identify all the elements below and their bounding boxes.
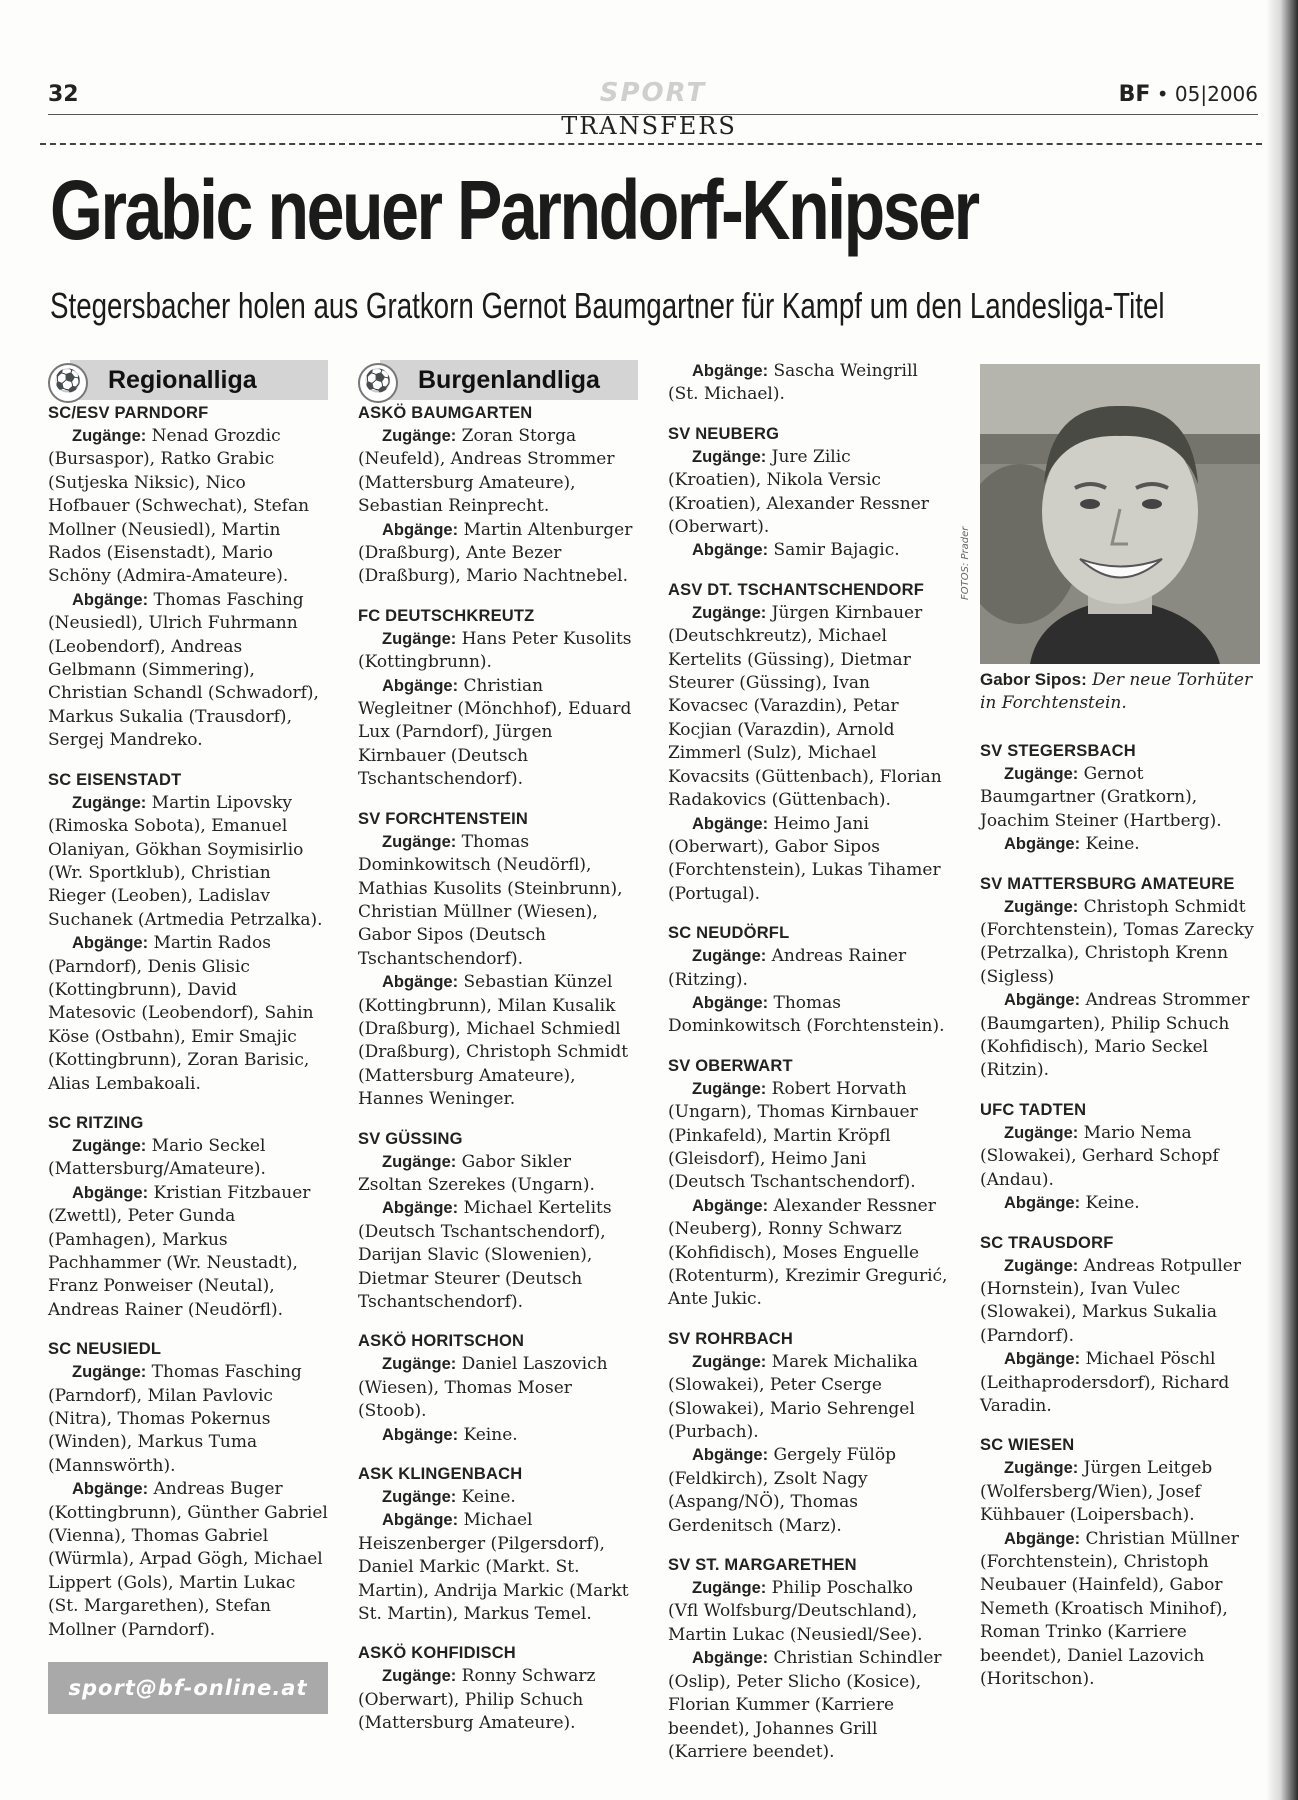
club-entry	[358, 1332, 638, 1447]
club-in: Zugänge: Christoph Schmidt (Forchtenstein), Tomas Zarecky (Petrzalka), Christoph Krenn (Sigless)	[980, 896, 1254, 987]
football-icon: ⚽	[358, 363, 398, 403]
photo-caption	[980, 668, 1260, 716]
club-name: SC TRAUSDORF	[980, 1233, 1114, 1252]
club-name: SC WIESEN	[980, 1436, 1075, 1455]
club-entry	[358, 607, 638, 792]
club-in: Zugänge: Keine.	[382, 1487, 516, 1508]
club-out: Abgänge: Samir Bajagic.	[692, 540, 900, 561]
column-4	[980, 738, 1260, 1691]
issue-number: • 05|2006	[1156, 82, 1258, 106]
club-entry	[48, 1340, 328, 1642]
dashed-divider	[40, 143, 1262, 145]
club-name: ASKÖ HORITSCHON	[358, 1332, 525, 1351]
publication-name: BF	[1118, 82, 1151, 107]
club-entry	[358, 404, 638, 589]
portrait-illustration	[980, 364, 1260, 664]
club-name: UFC TADTEN	[980, 1100, 1087, 1119]
club-entry	[358, 810, 638, 1112]
club-entry	[980, 1101, 1260, 1216]
club-name: SV MATTERSBURG AMATEURE	[980, 874, 1235, 893]
club-out: Abgänge: Martin Rados (Parndorf), Denis Glisic (Kottingbrunn), David Matesovic (Leobendorf), Sahin Köse (Ostbahn), Emir Smajic (Kottingbrunn), Zoran Barisic, Alias Lembakoali.	[48, 933, 314, 1094]
club-name: SC NEUSIEDL	[48, 1340, 162, 1359]
club-out: Abgänge: Kristian Fitzbauer (Zwettl), Peter Gunda (Pamhagen), Markus Pachhammer (Wr. Neustadt), Franz Ponweiser (Neutal), Andreas Rainer (Neudörfl).	[48, 1182, 311, 1320]
club-in: Zugänge: Mario Nema (Slowakei), Gerhard Schopf (Andau).	[980, 1122, 1219, 1190]
caption-name: Gabor Sipos:	[980, 670, 1087, 689]
club-out: Abgänge: Keine.	[1004, 834, 1140, 855]
club-in: Zugänge: Robert Horvath (Ungarn), Thomas Kirnbauer (Pinkafeld), Martin Kröpfl (Gleisdorf), Heimo Jani (Deutsch Tschantschendorf).	[668, 1078, 918, 1193]
club-in: Zugänge: Philip Poschalko (Vfl Wolfsburg/Deutschland), Martin Lukac (Neusiedl/See).	[668, 1578, 923, 1645]
club-in: Zugänge: Jure Zilic (Kroatien), Nikola Versic (Kroatien), Alexander Ressner (Oberwart).	[668, 446, 929, 538]
club-name: SC NEUDÖRFL	[668, 924, 790, 943]
club-name: SV FORCHTENSTEIN	[358, 809, 529, 828]
club-entry	[668, 1057, 948, 1312]
page-number: 32	[48, 82, 79, 107]
club-name: SC EISENSTADT	[48, 770, 182, 789]
club-in: Zugänge: Nenad Grozdic (Bursaspor), Ratko Grabic (Sutjeska Niksic), Nico Hofbauer (Schwechat), Stefan Mollner (Neusiedl), Martin Rados (Eisenstadt), Mario Schöny (Admira-Amateure).	[48, 426, 310, 587]
club-out: Abgänge: Sascha Weingrill (St. Michael).	[668, 361, 918, 405]
club-out: Abgänge: Heimo Jani (Oberwart), Gabor Sipos (Forchtenstein), Lukas Tihamer (Portugal).	[668, 813, 941, 904]
club-name: SV OBERWART	[668, 1056, 793, 1075]
club-entry	[358, 1465, 638, 1626]
club-entry	[980, 1436, 1260, 1691]
club-name: FC DEUTSCHKREUTZ	[358, 606, 535, 625]
club-out: Abgänge: Andreas Strommer (Baumgarten), Philip Schuch (Kohfidisch), Mario Seckel (Ritzin).	[980, 990, 1250, 1081]
club-entry	[980, 1234, 1260, 1419]
club-name: SC/ESV PARNDORF	[48, 404, 209, 422]
club-in: Zugänge: Daniel Laszovich (Wiesen), Thomas Moser (Stoob).	[358, 1354, 608, 1422]
league-header	[358, 360, 638, 400]
club-in: Zugänge: Andreas Rotpuller (Hornstein), Ivan Vulec (Slowakei), Markus Sukalia (Parndorf).	[980, 1255, 1241, 1346]
club-out: Abgänge: Gergely Fülöp (Feldkirch), Zsolt Nagy (Aspang/NÖ), Thomas Gerdenitsch (Marz).	[668, 1445, 896, 1536]
club-out: Abgänge: Andreas Buger (Kottingbrunn), Günther Gabriel (Vienna), Thomas Gabriel (Würmla), Arpad Gögh, Michael Lippert (Gols), Martin Lukac (St. Margarethen), Stefan Mollner (Parndorf).	[48, 1479, 328, 1640]
club-out: Abgänge: Keine.	[1004, 1193, 1140, 1214]
club-name: SV STEGERSBACH	[980, 742, 1136, 760]
club-entry	[980, 742, 1260, 857]
section-title: SPORT	[599, 78, 707, 108]
club-out: Abgänge: Thomas Fasching (Neusiedl), Ulrich Fuhrmann (Leobendorf), Andreas Gelbmann (Simmering), Christian Schandl (Schwadorf), Markus Sukalia (Trausdorf), Sergej Mandreko.	[48, 589, 319, 751]
page-header	[48, 78, 1258, 115]
club-name: SV GÜSSING	[358, 1129, 463, 1148]
club-out: Abgänge: Christian Schindler (Oslip), Peter Slicho (Kosice), Florian Kummer (Karriere beendet), Johannes Grill (Karriere beendet).	[668, 1648, 942, 1762]
club-entry	[48, 404, 328, 753]
club-entry	[980, 875, 1260, 1083]
club-in: Zugänge: Zoran Storga (Neufeld), Andreas Strommer (Mattersburg Amateure), Sebastian Reinprecht.	[358, 426, 615, 517]
club-name: ASKÖ KOHFIDISCH	[358, 1644, 516, 1663]
league-title: Burgenlandliga	[418, 366, 600, 394]
contact-email[interactable]: sport@bf-online.at	[48, 1662, 328, 1714]
club-out: Abgänge: Christian Müllner (Forchtenstein), Christoph Neubauer (Hainfeld), Gabor Nemeth (Kroatisch Minihof), Roman Trinko (Karriere beendet), Daniel Lazovich (Horitschon).	[980, 1528, 1239, 1689]
club-out: Abgänge: Michael Pöschl (Leithaprodersdorf), Richard Varadin.	[980, 1349, 1230, 1416]
club-in: Zugänge: Hans Peter Kusolits (Kottingbrunn).	[358, 628, 632, 673]
caption-text: Der neue Torhüter in Forchtenstein.	[980, 670, 1253, 714]
rubric: TRANSFERS	[561, 112, 737, 140]
club-in: Zugänge: Gernot Baumgartner (Gratkorn), Joachim Steiner (Hartberg).	[980, 764, 1222, 831]
club-name: ASV DT. TSCHANTSCHENDORF	[668, 580, 924, 599]
photo-credit: FOTOS: Prader	[960, 526, 971, 600]
club-entry	[668, 1556, 948, 1764]
club-in: Zugänge: Jürgen Leitgeb (Wolfersberg/Wien), Josef Kühbauer (Loipersbach).	[980, 1458, 1213, 1526]
club-name: ASKÖ BAUMGARTEN	[358, 404, 533, 422]
club-entry	[668, 1330, 948, 1538]
club-entry	[48, 771, 328, 1096]
club-out: Abgänge: Keine.	[382, 1424, 518, 1445]
column-3	[668, 360, 948, 1764]
club-entry	[358, 1130, 638, 1315]
club-entry	[48, 1114, 328, 1322]
club-out: Abgänge: Martin Altenburger (Draßburg), Ante Bezer (Draßburg), Mario Nachtnebel.	[358, 519, 633, 587]
club-name: SV NEUBERG	[668, 424, 780, 443]
club-in: Zugänge: Martin Lipovsky (Rimoska Sobota), Emanuel Olaniyan, Gökhan Soymisirlio (Wr. Sportklub), Christian Rieger (Leoben), Ladislav Suchanek (Artmedia Petrzalka).	[48, 792, 323, 930]
player-photo	[980, 364, 1260, 664]
club-name: SV ROHRBACH	[668, 1329, 794, 1348]
club-name: SC RITZING	[48, 1113, 144, 1132]
club-out: Abgänge: Michael Kertelits (Deutsch Tschantschendorf), Darijan Slavic (Slowenien), Dietmar Steurer (Deutsch Tschantschendorf).	[358, 1198, 612, 1312]
football-icon: ⚽	[48, 363, 88, 403]
scan-edge	[1266, 0, 1298, 1800]
column-1	[48, 360, 328, 1714]
club-out: Abgänge: Christian Wegleitner (Mönchhof), Eduard Lux (Parndorf), Jürgen Kirnbauer (Deutsch Tschantschendorf).	[358, 675, 632, 790]
issue-label	[1119, 82, 1258, 107]
club-entry	[668, 924, 948, 1039]
club-in: Zugänge: Jürgen Kirnbauer (Deutschkreutz), Michael Kertelits (Güssing), Dietmar Steurer (Güssing), Ivan Kovacsec (Varazdin), Petar Kocjian (Varazdin), Arnold Zimmerl (Sulz), Michael Kovacsits (Güttenbach), Florian Radakovics (Güttenbach).	[668, 602, 942, 811]
club-entry	[358, 1644, 638, 1735]
club-out: Abgänge: Thomas Dominkowitsch (Forchtenstein).	[668, 992, 945, 1037]
club-in: Zugänge: Andreas Rainer (Ritzing).	[668, 946, 907, 990]
club-entry	[668, 425, 948, 563]
subheadline: Stegersbacher holen aus Gratkorn Gernot Baumgartner für Kampf um den Landesliga-Titel	[50, 285, 1165, 326]
club-in: Zugänge: Mario Seckel (Mattersburg/Amateure).	[48, 1135, 266, 1180]
club-out: Abgänge: Sebastian Künzel (Kottingbrunn), Milan Kusalik (Draßburg), Michael Schmiedl (Draßburg), Christoph Schmidt (Mattersburg Amateure), Hannes Weninger.	[358, 972, 629, 1110]
club-out: Abgänge: Michael Heiszenberger (Pilgersdorf), Daniel Markic (Markt. St. Martin), Andrija Markic (Markt St. Martin), Markus Temel.	[358, 1510, 629, 1625]
club-in: Zugänge: Marek Michalika (Slowakei), Peter Cserge (Slowakei), Mario Sehrengel (Purbach).	[668, 1351, 918, 1443]
headline: Grabic neuer Parndorf-Knipser	[50, 163, 978, 257]
league-title: Regionalliga	[108, 366, 257, 394]
column-2	[358, 360, 638, 1736]
club-in: Zugänge: Thomas Fasching (Parndorf), Milan Pavlovic (Nitra), Thomas Pokernus (Winden), Markus Tuma (Mannswörth).	[48, 1362, 302, 1476]
club-name: ASK KLINGENBACH	[358, 1465, 523, 1484]
club-out: Abgänge: Alexander Ressner (Neuberg), Ronny Schwarz (Kohfidisch), Moses Enguelle (Rotenturm), Krezimir Gregurić, Ante Jukic.	[668, 1195, 948, 1310]
league-header	[48, 360, 328, 400]
club-in: Zugänge: Gabor Sikler Zsoltan Szerekes (Ungarn).	[358, 1151, 595, 1195]
club-in: Zugänge: Ronny Schwarz (Oberwart), Philip Schuch (Mattersburg Amateure).	[358, 1666, 596, 1734]
club-in: Zugänge: Thomas Dominkowitsch (Neudörfl), Mathias Kusolits (Steinbrunn), Christian Müllner (Wiesen), Gabor Sipos (Deutsch Tschantschendorf).	[358, 831, 623, 969]
club-name: SV ST. MARGARETHEN	[668, 1556, 857, 1575]
club-entry	[668, 581, 948, 906]
